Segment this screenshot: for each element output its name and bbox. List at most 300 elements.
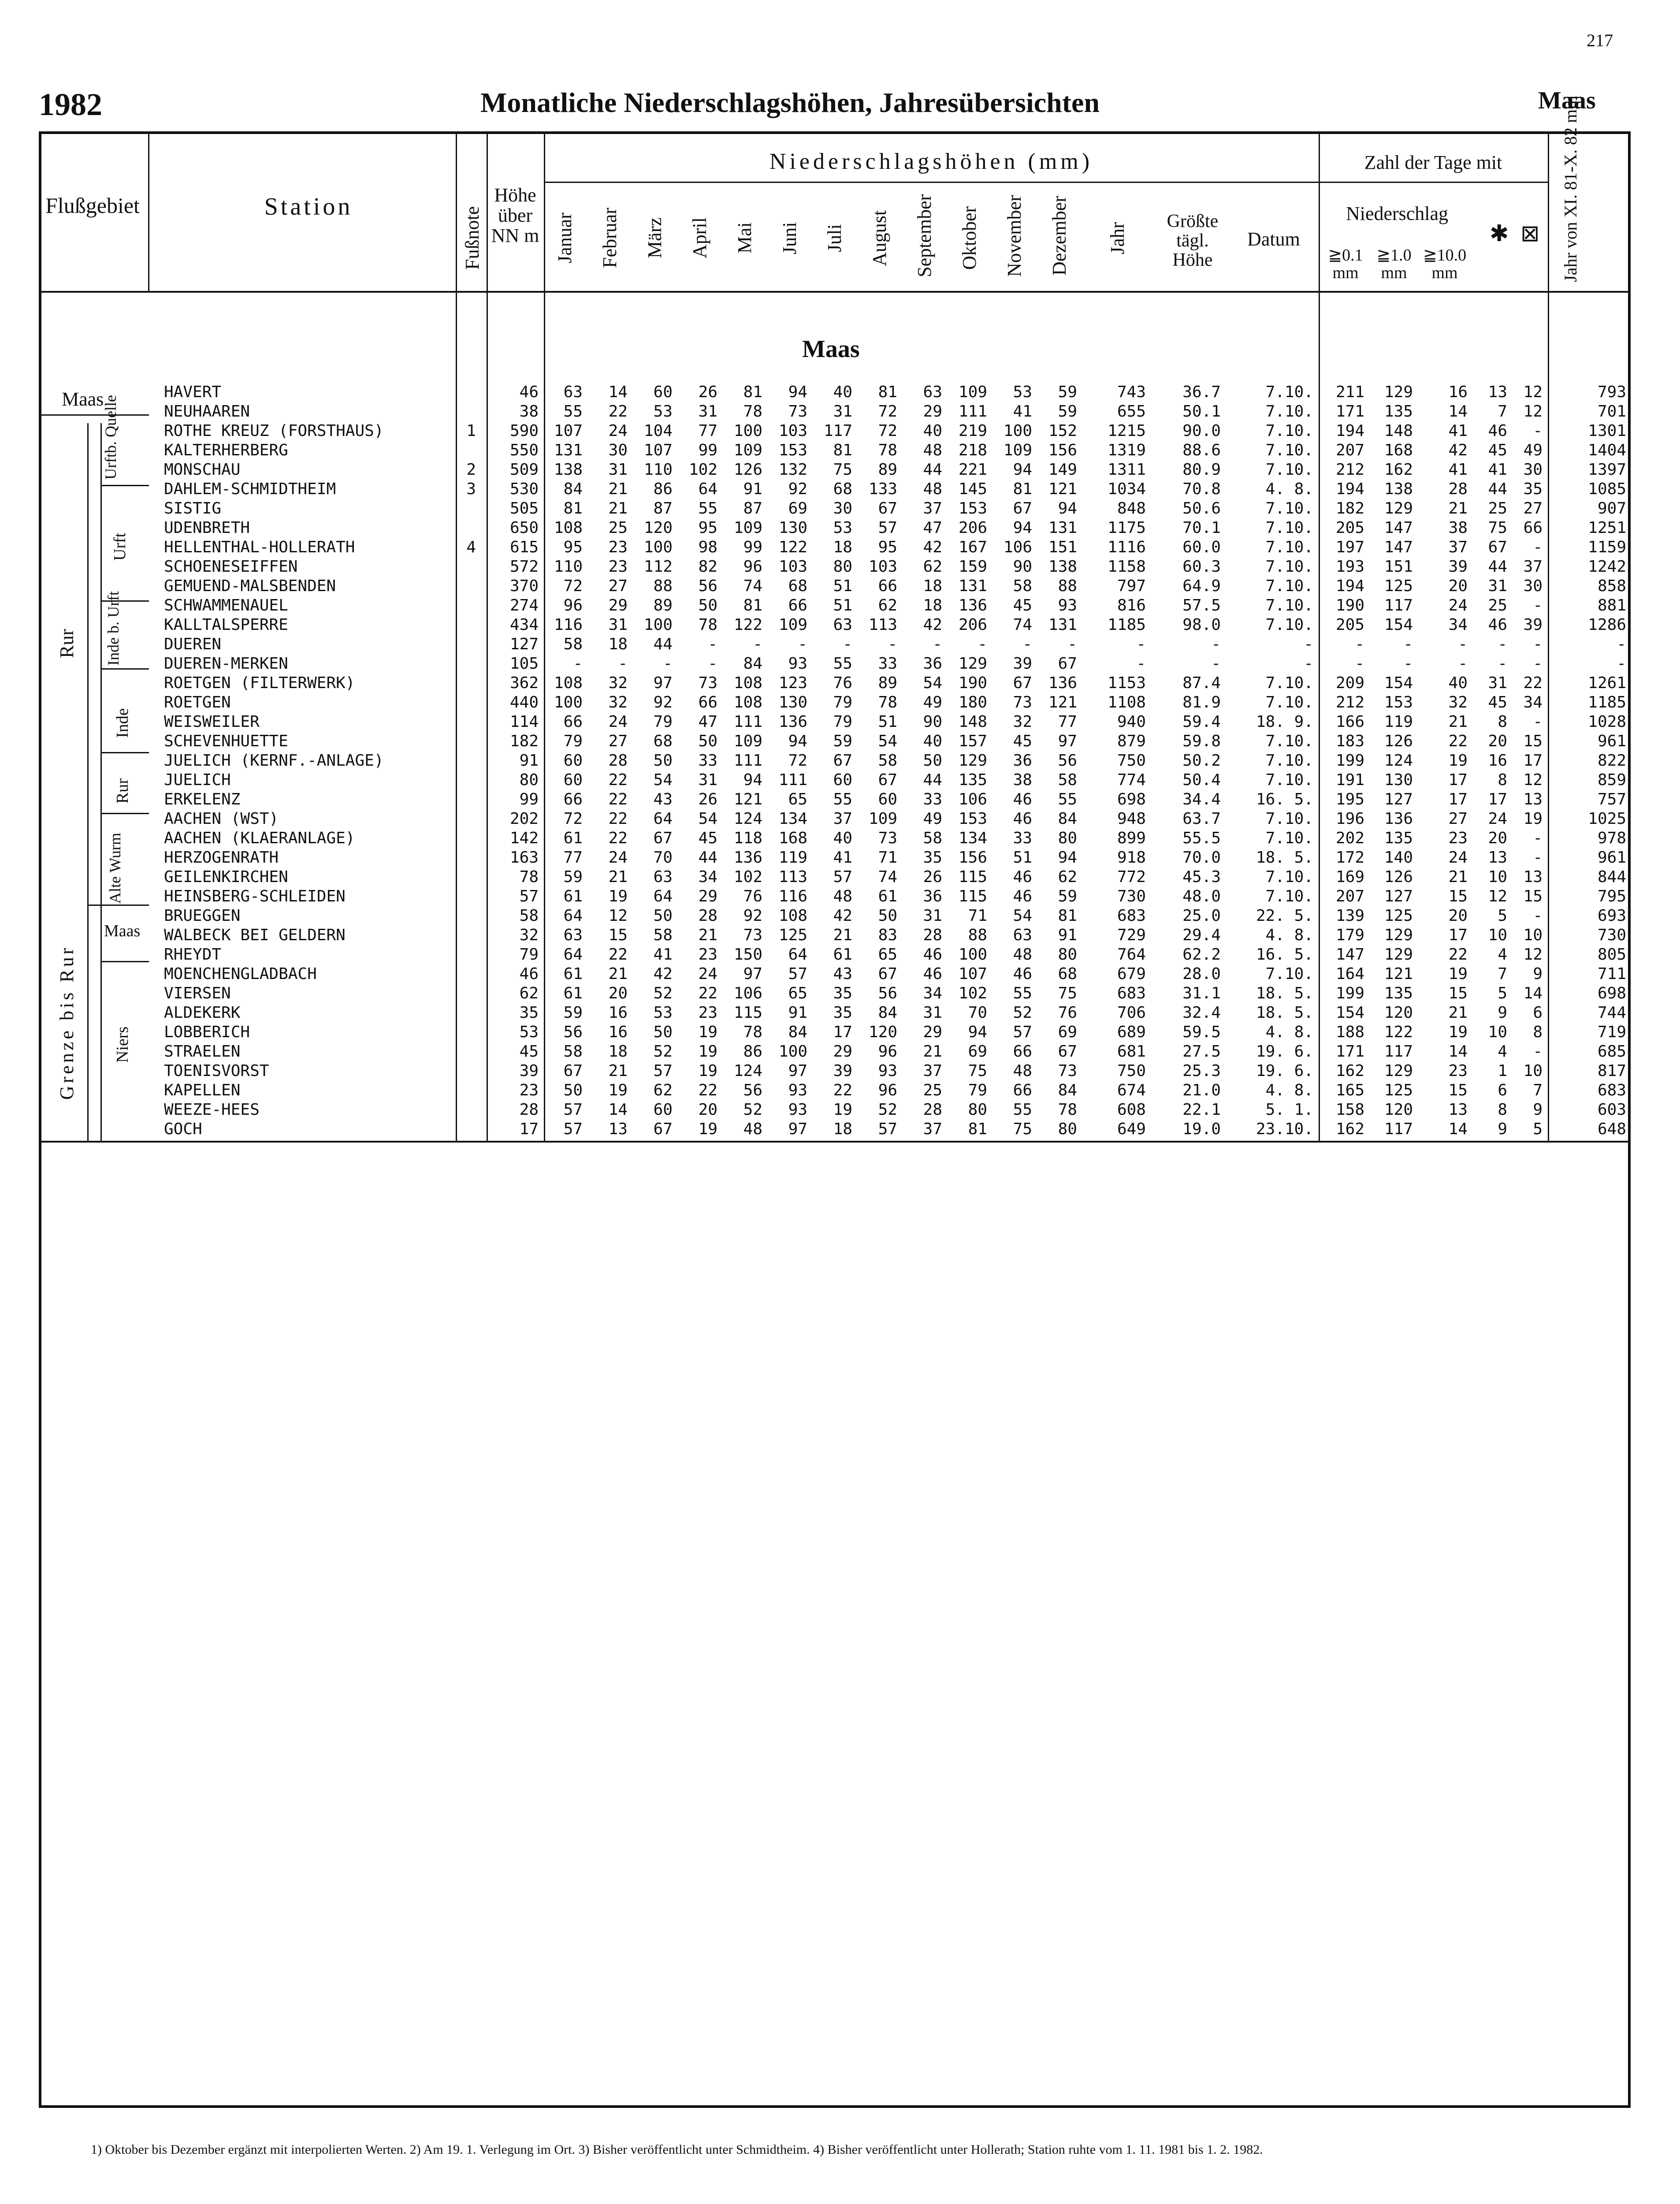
year-total: 698 bbox=[1117, 790, 1146, 808]
days-ge-10-0: 15 bbox=[1448, 887, 1468, 905]
month-value: 62 bbox=[1058, 868, 1077, 886]
month-value: 43 bbox=[653, 790, 673, 808]
month-value: 61 bbox=[563, 887, 583, 905]
days-ge-0-1: 194 bbox=[1335, 422, 1364, 440]
days-snow-cover: 66 bbox=[1523, 519, 1542, 537]
table-row bbox=[0, 1042, 1631, 1061]
table-row bbox=[0, 538, 1631, 557]
month-value: 108 bbox=[733, 693, 762, 711]
table-row bbox=[0, 577, 1631, 596]
table-row bbox=[0, 790, 1631, 809]
group-alte-wurm: Alte Wurm bbox=[106, 833, 124, 904]
month-value: 56 bbox=[743, 1081, 762, 1099]
month-value: 80 bbox=[1058, 1120, 1077, 1138]
month-value: 55 bbox=[1013, 984, 1032, 1002]
month-value: 55 bbox=[1013, 1101, 1032, 1119]
group-grenze-bis-rur: Grenze bis Rur bbox=[56, 945, 78, 1100]
month-value: 55 bbox=[833, 655, 852, 673]
year-total: - bbox=[1136, 635, 1146, 653]
month-value: 51 bbox=[833, 577, 852, 595]
month-value: 131 bbox=[1048, 616, 1077, 634]
days-ge-0-1: 190 bbox=[1335, 596, 1364, 614]
station-height: 572 bbox=[509, 558, 539, 576]
month-value: 108 bbox=[554, 674, 583, 692]
month-value: 109 bbox=[1003, 441, 1032, 459]
max-daily: 32.4 bbox=[1182, 1004, 1221, 1022]
month-value: 136 bbox=[733, 849, 762, 867]
month-header: April bbox=[689, 217, 710, 259]
month-value: 88 bbox=[653, 577, 673, 595]
hydro-year-total: 859 bbox=[1597, 771, 1626, 789]
year-total: 679 bbox=[1117, 965, 1146, 983]
days-snow-cover: 14 bbox=[1523, 984, 1542, 1002]
month-value: 81 bbox=[563, 499, 583, 517]
max-date: 7.10. bbox=[1265, 383, 1313, 401]
days-snow-cover: - bbox=[1533, 655, 1542, 673]
days-ge-10-0: 20 bbox=[1448, 907, 1468, 925]
days-snow-thunder: 10 bbox=[1488, 868, 1507, 886]
station-height: 127 bbox=[509, 635, 539, 653]
station-height: 57 bbox=[519, 887, 539, 905]
month-value: 50 bbox=[698, 732, 717, 750]
month-value: 73 bbox=[788, 402, 807, 421]
max-date: 4. 8. bbox=[1265, 1023, 1313, 1041]
max-date: 7.10. bbox=[1265, 461, 1313, 479]
month-value: 67 bbox=[1013, 674, 1032, 692]
days-snow-thunder: 10 bbox=[1488, 926, 1507, 944]
month-value: 81 bbox=[833, 441, 852, 459]
month-value: 31 bbox=[833, 402, 852, 421]
month-value: 53 bbox=[653, 1004, 673, 1022]
month-value: 52 bbox=[1013, 1004, 1032, 1022]
month-value: 22 bbox=[608, 810, 628, 828]
station-height: 35 bbox=[519, 1004, 539, 1022]
month-value: 57 bbox=[878, 519, 897, 537]
month-value: 218 bbox=[958, 441, 987, 459]
year-total: 674 bbox=[1117, 1081, 1146, 1099]
days-ge-1-0: 117 bbox=[1384, 1042, 1413, 1061]
month-value: 62 bbox=[878, 596, 897, 614]
month-value: 65 bbox=[788, 984, 807, 1002]
max-daily: 63.7 bbox=[1182, 810, 1221, 828]
month-value: 22 bbox=[608, 790, 628, 808]
max-daily: 60.3 bbox=[1182, 558, 1221, 576]
days-ge-10-0: 19 bbox=[1448, 965, 1468, 983]
month-value: 149 bbox=[1048, 461, 1077, 479]
days-ge-10-0: 24 bbox=[1448, 849, 1468, 867]
month-value: 64 bbox=[788, 946, 807, 964]
hydro-year-total: - bbox=[1617, 655, 1626, 673]
month-value: 124 bbox=[733, 810, 762, 828]
table-row bbox=[0, 906, 1631, 926]
max-date: - bbox=[1304, 655, 1313, 673]
table-row bbox=[0, 867, 1631, 887]
days-ge-0-1: 182 bbox=[1335, 499, 1364, 517]
month-value: 34 bbox=[923, 984, 942, 1002]
month-value: 73 bbox=[878, 829, 897, 847]
month-value: 129 bbox=[958, 655, 987, 673]
max-daily: 70.0 bbox=[1182, 849, 1221, 867]
days-snow-cover: 15 bbox=[1523, 732, 1542, 750]
month-value: 69 bbox=[1058, 1023, 1077, 1041]
max-daily: 31.1 bbox=[1182, 984, 1221, 1002]
boxed-snow-icon: ⊠ bbox=[1520, 221, 1540, 246]
hydro-year-total: 1028 bbox=[1588, 713, 1626, 731]
month-value: 48 bbox=[923, 480, 942, 498]
max-date: 7.10. bbox=[1265, 402, 1313, 421]
month-value: 73 bbox=[698, 674, 717, 692]
days-ge-10-0: 42 bbox=[1448, 441, 1468, 459]
month-value: 84 bbox=[788, 1023, 807, 1041]
hydro-year-total: 822 bbox=[1597, 752, 1626, 770]
month-value: 84 bbox=[1058, 1081, 1077, 1099]
month-value: 41 bbox=[833, 849, 852, 867]
month-value: 66 bbox=[563, 713, 583, 731]
month-value: 221 bbox=[958, 461, 987, 479]
days-snow-cover: 13 bbox=[1523, 868, 1542, 886]
month-value: 72 bbox=[878, 402, 897, 421]
station-height: 80 bbox=[519, 771, 539, 789]
max-date: 7.10. bbox=[1265, 752, 1313, 770]
hydro-year-total: 961 bbox=[1597, 849, 1626, 867]
month-value: 97 bbox=[788, 1062, 807, 1080]
month-value: 61 bbox=[563, 965, 583, 983]
month-value: 130 bbox=[778, 519, 807, 537]
days-snow-thunder: 24 bbox=[1488, 810, 1507, 828]
days-snow-cover: 6 bbox=[1533, 1004, 1542, 1022]
month-value: 30 bbox=[833, 499, 852, 517]
days-ge-1-0: 117 bbox=[1384, 1120, 1413, 1138]
station-height: 38 bbox=[519, 402, 539, 421]
month-value: 78 bbox=[878, 441, 897, 459]
year-total: 797 bbox=[1117, 577, 1146, 595]
days-snow-cover: 12 bbox=[1523, 402, 1542, 421]
station-height: 46 bbox=[519, 965, 539, 983]
max-daily: 64.9 bbox=[1182, 577, 1221, 595]
month-value: 100 bbox=[778, 1042, 807, 1061]
month-value: 78 bbox=[743, 1023, 762, 1041]
month-value: 80 bbox=[1058, 829, 1077, 847]
header-jahr-von: Jahr von XI. 81-X. 82 mm bbox=[1561, 95, 1580, 282]
table-row bbox=[0, 1003, 1631, 1023]
month-value: 42 bbox=[653, 965, 673, 983]
month-value: 16 bbox=[608, 1023, 628, 1041]
month-value: 55 bbox=[833, 790, 852, 808]
month-header: Juni bbox=[779, 222, 800, 254]
month-value: 129 bbox=[958, 752, 987, 770]
month-value: 96 bbox=[563, 596, 583, 614]
month-value: 58 bbox=[878, 752, 897, 770]
month-value: 76 bbox=[743, 887, 762, 905]
days-ge-10-0: 41 bbox=[1448, 461, 1468, 479]
hydro-year-total: 961 bbox=[1597, 732, 1626, 750]
max-date: 16. 5. bbox=[1256, 790, 1313, 808]
month-value: 121 bbox=[733, 790, 762, 808]
month-value: 43 bbox=[833, 965, 852, 983]
days-snow-cover: 9 bbox=[1533, 1101, 1542, 1119]
max-date: 19. 6. bbox=[1256, 1062, 1313, 1080]
header-n1: ≧0.1 mm bbox=[1328, 246, 1363, 282]
max-date: 18. 9. bbox=[1256, 713, 1313, 731]
year-total: 1034 bbox=[1108, 480, 1146, 498]
month-value: 22 bbox=[698, 984, 717, 1002]
month-value: 55 bbox=[563, 402, 583, 421]
year-total: 689 bbox=[1117, 1023, 1146, 1041]
month-value: 68 bbox=[833, 480, 852, 498]
station-name: KALLTALSPERRE bbox=[164, 616, 288, 634]
hydro-year-total: 698 bbox=[1597, 984, 1626, 1002]
header-fussnote: Fußnote bbox=[461, 206, 483, 270]
station-name: LOBBERICH bbox=[164, 1023, 250, 1041]
header-station: Station bbox=[264, 193, 353, 220]
year-total: 774 bbox=[1117, 771, 1146, 789]
days-ge-0-1: 207 bbox=[1335, 441, 1364, 459]
month-value: 16 bbox=[608, 1004, 628, 1022]
days-ge-0-1: - bbox=[1355, 655, 1364, 673]
days-ge-1-0: 120 bbox=[1384, 1004, 1413, 1022]
month-value: 94 bbox=[1058, 499, 1077, 517]
month-value: 32 bbox=[1013, 713, 1032, 731]
max-daily: 59.5 bbox=[1182, 1023, 1221, 1041]
year-total: 1215 bbox=[1108, 422, 1146, 440]
table-row bbox=[0, 945, 1631, 964]
month-value: 49 bbox=[923, 810, 942, 828]
month-value: 49 bbox=[923, 693, 942, 711]
month-value: 46 bbox=[923, 946, 942, 964]
month-value: 60 bbox=[833, 771, 852, 789]
days-snow-thunder: 4 bbox=[1498, 1042, 1507, 1061]
hydro-year-total: 1404 bbox=[1588, 441, 1626, 459]
month-value: 53 bbox=[833, 519, 852, 537]
days-snow-cover: 30 bbox=[1523, 461, 1542, 479]
month-value: 56 bbox=[878, 984, 897, 1002]
month-value: 22 bbox=[608, 829, 628, 847]
days-ge-1-0: 147 bbox=[1384, 538, 1413, 556]
days-ge-10-0: 23 bbox=[1448, 1062, 1468, 1080]
max-daily: 22.1 bbox=[1182, 1101, 1221, 1119]
month-value: 58 bbox=[923, 829, 942, 847]
month-value: 89 bbox=[878, 674, 897, 692]
year-total: 750 bbox=[1117, 1062, 1146, 1080]
max-date: 7.10. bbox=[1265, 519, 1313, 537]
month-value: 90 bbox=[923, 713, 942, 731]
month-value: 55 bbox=[698, 499, 717, 517]
month-value: 92 bbox=[788, 480, 807, 498]
month-value: 75 bbox=[1013, 1120, 1032, 1138]
days-snow-cover: 10 bbox=[1523, 926, 1542, 944]
month-value: 63 bbox=[1013, 926, 1032, 944]
max-daily: 87.4 bbox=[1182, 674, 1221, 692]
header-datum: Datum bbox=[1247, 228, 1300, 250]
days-snow-thunder: 25 bbox=[1488, 596, 1507, 614]
table-row bbox=[0, 1061, 1631, 1081]
month-value: 92 bbox=[653, 693, 673, 711]
month-value: 84 bbox=[1058, 810, 1077, 828]
year-total: 764 bbox=[1117, 946, 1146, 964]
table-row bbox=[0, 1100, 1631, 1120]
days-ge-10-0: 21 bbox=[1448, 868, 1468, 886]
station-height: 79 bbox=[519, 946, 539, 964]
month-value: 64 bbox=[698, 480, 717, 498]
month-value: 64 bbox=[563, 907, 583, 925]
month-value: 59 bbox=[563, 1004, 583, 1022]
month-value: 95 bbox=[878, 538, 897, 556]
month-value: 96 bbox=[878, 1081, 897, 1099]
days-ge-0-1: 199 bbox=[1335, 984, 1364, 1002]
month-value: 109 bbox=[733, 732, 762, 750]
month-value: 96 bbox=[743, 558, 762, 576]
month-value: 130 bbox=[778, 693, 807, 711]
month-value: 21 bbox=[833, 926, 852, 944]
month-value: 54 bbox=[1013, 907, 1032, 925]
month-value: 103 bbox=[778, 422, 807, 440]
month-value: 19 bbox=[698, 1120, 717, 1138]
days-ge-10-0: 16 bbox=[1448, 383, 1468, 401]
month-value: 113 bbox=[868, 616, 897, 634]
days-ge-10-0: 15 bbox=[1448, 984, 1468, 1002]
days-ge-1-0: 147 bbox=[1384, 519, 1413, 537]
max-date: 7.10. bbox=[1265, 616, 1313, 634]
month-value: 46 bbox=[923, 965, 942, 983]
days-snow-thunder: 31 bbox=[1488, 674, 1507, 692]
month-value: 21 bbox=[608, 499, 628, 517]
days-snow-thunder: 10 bbox=[1488, 1023, 1507, 1041]
month-value: 79 bbox=[653, 713, 673, 731]
month-value: 50 bbox=[878, 907, 897, 925]
month-value: 56 bbox=[698, 577, 717, 595]
hydro-year-total: 881 bbox=[1597, 596, 1626, 614]
month-value: 116 bbox=[778, 887, 807, 905]
month-value: 82 bbox=[698, 558, 717, 576]
year-total: 1158 bbox=[1108, 558, 1146, 576]
month-value: 93 bbox=[788, 1081, 807, 1099]
days-snow-thunder: 46 bbox=[1488, 616, 1507, 634]
max-date: 16. 5. bbox=[1256, 946, 1313, 964]
station-name: ROETGEN bbox=[164, 693, 231, 711]
days-ge-1-0: 124 bbox=[1384, 752, 1413, 770]
hydro-year-total: 1251 bbox=[1588, 519, 1626, 537]
month-value: 96 bbox=[878, 1042, 897, 1061]
month-value: 87 bbox=[743, 499, 762, 517]
days-ge-1-0: 125 bbox=[1384, 907, 1413, 925]
table-row bbox=[0, 674, 1631, 693]
month-value: 91 bbox=[788, 1004, 807, 1022]
month-value: 133 bbox=[868, 480, 897, 498]
month-value: 109 bbox=[778, 616, 807, 634]
max-date: 7.10. bbox=[1265, 829, 1313, 847]
month-value: 74 bbox=[743, 577, 762, 595]
days-ge-1-0: 117 bbox=[1384, 596, 1413, 614]
year-total: 730 bbox=[1117, 887, 1146, 905]
days-snow-thunder: - bbox=[1498, 635, 1507, 653]
station-name: ROTHE KREUZ (FORSTHAUS) bbox=[164, 422, 384, 440]
table-row bbox=[0, 499, 1631, 518]
month-value: 107 bbox=[554, 422, 583, 440]
month-value: 97 bbox=[743, 965, 762, 983]
month-value: 28 bbox=[923, 1101, 942, 1119]
year-total: 918 bbox=[1117, 849, 1146, 867]
station-name: ALDEKERK bbox=[164, 1004, 241, 1022]
month-value: 41 bbox=[653, 946, 673, 964]
month-value: 58 bbox=[653, 926, 673, 944]
hydro-year-total: 730 bbox=[1597, 926, 1626, 944]
month-value: 136 bbox=[1048, 674, 1077, 692]
table-row bbox=[0, 809, 1631, 829]
table-row bbox=[0, 480, 1631, 499]
month-value: 157 bbox=[958, 732, 987, 750]
max-date: 23.10. bbox=[1256, 1120, 1313, 1138]
station-height: 142 bbox=[509, 829, 539, 847]
days-ge-1-0: 126 bbox=[1384, 868, 1413, 886]
max-daily: 62.2 bbox=[1182, 946, 1221, 964]
month-value: - bbox=[798, 635, 807, 653]
days-snow-thunder: 41 bbox=[1488, 461, 1507, 479]
month-value: 75 bbox=[968, 1062, 987, 1080]
month-value: - bbox=[708, 655, 717, 673]
month-value: 36 bbox=[923, 655, 942, 673]
max-daily: 80.9 bbox=[1182, 461, 1221, 479]
month-value: 100 bbox=[958, 946, 987, 964]
days-snow-thunder: 17 bbox=[1488, 790, 1507, 808]
days-ge-0-1: 165 bbox=[1335, 1081, 1364, 1099]
month-value: 118 bbox=[733, 829, 762, 847]
table-row bbox=[0, 848, 1631, 867]
month-value: 46 bbox=[1013, 810, 1032, 828]
month-value: 17 bbox=[833, 1023, 852, 1041]
page-number: 217 bbox=[1587, 30, 1613, 50]
station-height: 78 bbox=[519, 868, 539, 886]
month-value: 93 bbox=[788, 655, 807, 673]
max-daily: 50.2 bbox=[1182, 752, 1221, 770]
days-snow-cover: 5 bbox=[1533, 1120, 1542, 1138]
max-date: 7.10. bbox=[1265, 441, 1313, 459]
month-value: 50 bbox=[653, 752, 673, 770]
col-line bbox=[148, 131, 149, 291]
year-total: 729 bbox=[1117, 926, 1146, 944]
snow-thunder-icon: ✱ bbox=[1490, 221, 1509, 246]
month-value: 84 bbox=[743, 655, 762, 673]
table-row bbox=[0, 460, 1631, 480]
month-value: 72 bbox=[563, 577, 583, 595]
month-value: 81 bbox=[968, 1120, 987, 1138]
hydro-year-total: 844 bbox=[1597, 868, 1626, 886]
month-value: 36 bbox=[923, 887, 942, 905]
month-value: 109 bbox=[733, 441, 762, 459]
month-value: 58 bbox=[563, 635, 583, 653]
month-value: 80 bbox=[1058, 946, 1077, 964]
month-value: 67 bbox=[1058, 655, 1077, 673]
month-value: 48 bbox=[743, 1120, 762, 1138]
days-snow-thunder: 9 bbox=[1498, 1004, 1507, 1022]
days-snow-thunder: 13 bbox=[1488, 383, 1507, 401]
month-value: 52 bbox=[743, 1101, 762, 1119]
hydro-year-total: 858 bbox=[1597, 577, 1626, 595]
max-date: 7.10. bbox=[1265, 887, 1313, 905]
table-row bbox=[0, 596, 1631, 615]
month-value: 67 bbox=[653, 1120, 673, 1138]
days-ge-1-0: - bbox=[1403, 635, 1413, 653]
station-height: 163 bbox=[509, 849, 539, 867]
month-value: 47 bbox=[698, 713, 717, 731]
month-value: 87 bbox=[653, 499, 673, 517]
year-total: 683 bbox=[1117, 907, 1146, 925]
month-value: 19 bbox=[608, 887, 628, 905]
station-name: JUELICH (KERNF.-ANLAGE) bbox=[164, 752, 384, 770]
station-name: BRUEGGEN bbox=[164, 907, 241, 925]
days-ge-1-0: 129 bbox=[1384, 1062, 1413, 1080]
month-value: 94 bbox=[1013, 461, 1032, 479]
month-value: 19 bbox=[698, 1023, 717, 1041]
